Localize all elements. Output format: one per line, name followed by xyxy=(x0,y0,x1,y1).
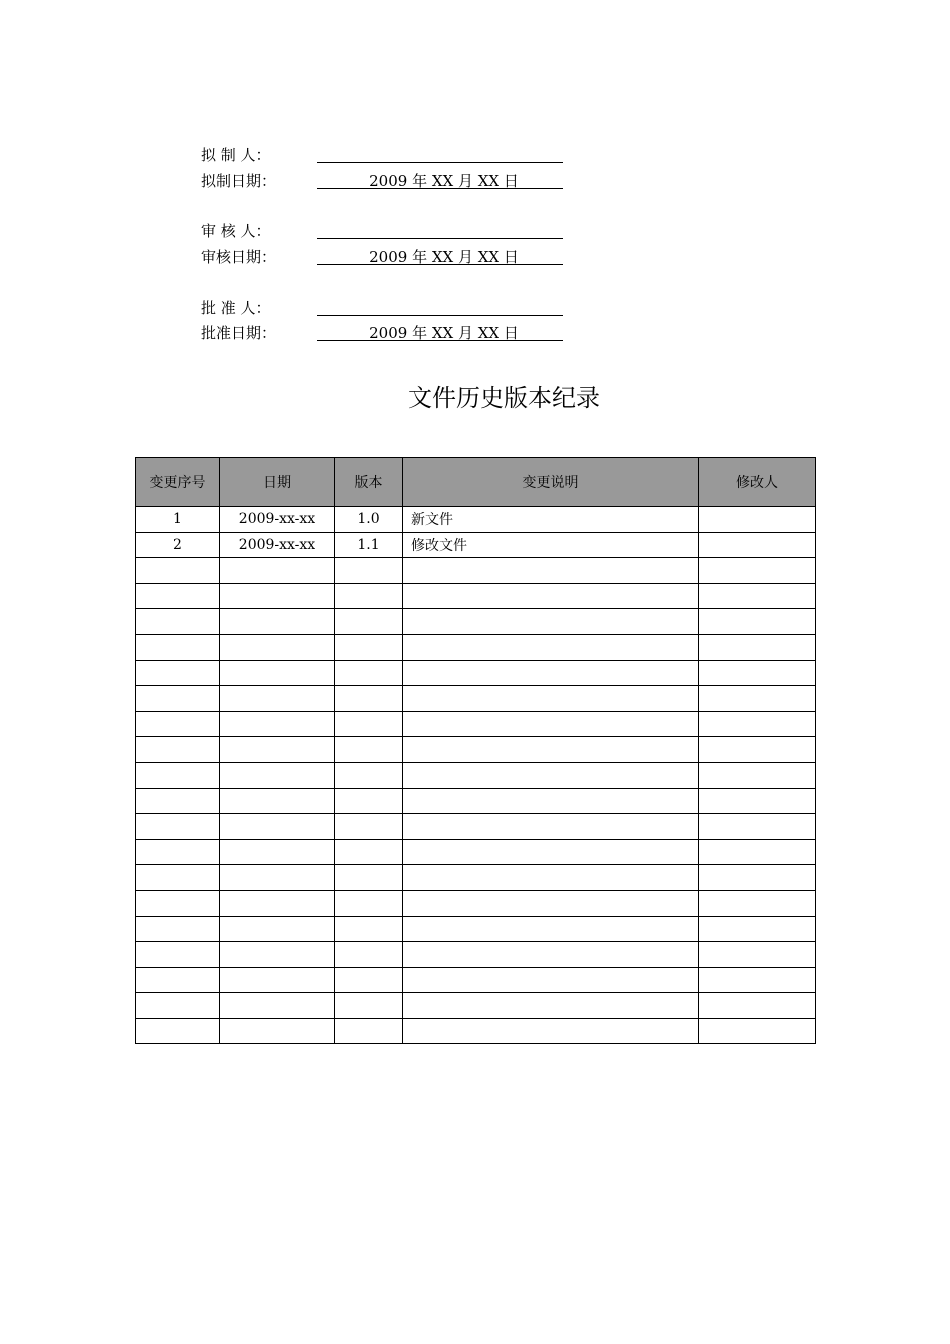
cell-change-no xyxy=(136,814,220,840)
cell-change-desc xyxy=(403,660,699,686)
drafter-line xyxy=(317,162,563,163)
cell-version xyxy=(335,558,403,584)
cell-modifier xyxy=(699,814,816,840)
cell-version xyxy=(335,788,403,814)
cell-modifier xyxy=(699,507,816,533)
cell-date xyxy=(220,865,335,891)
cell-modifier xyxy=(699,711,816,737)
table-row xyxy=(136,686,816,712)
table-row xyxy=(136,865,816,891)
cell-modifier xyxy=(699,993,816,1019)
cell-date xyxy=(220,916,335,942)
reviewer-label: 审 核 人： xyxy=(201,222,271,240)
cell-change-no xyxy=(136,737,220,763)
cell-change-no xyxy=(136,839,220,865)
cell-date xyxy=(220,942,335,968)
cell-change-desc xyxy=(403,865,699,891)
cell-modifier xyxy=(699,686,816,712)
cell-change-desc xyxy=(403,686,699,712)
cell-change-no xyxy=(136,967,220,993)
cell-change-desc xyxy=(403,1018,699,1044)
cell-version xyxy=(335,660,403,686)
cell-change-desc xyxy=(403,942,699,968)
version-history-table xyxy=(135,457,816,1044)
review-date-value: 2009 年 XX 月 XX 日 xyxy=(369,248,519,266)
review-date-row xyxy=(201,244,571,268)
cell-change-desc xyxy=(403,558,699,584)
cell-date xyxy=(220,686,335,712)
cell-change-no xyxy=(136,1018,220,1044)
approver-label: 批 准 人： xyxy=(201,299,271,317)
review-date-label: 审核日期： xyxy=(201,248,277,266)
cell-version xyxy=(335,865,403,891)
cell-modifier xyxy=(699,532,816,558)
cell-date xyxy=(220,634,335,660)
cell-change-desc xyxy=(403,788,699,814)
cell-date xyxy=(220,609,335,635)
cell-change-desc: 新文件 xyxy=(403,507,699,533)
cell-modifier xyxy=(699,865,816,891)
draft-date-value: 2009 年 XX 月 XX 日 xyxy=(369,172,519,190)
cell-modifier xyxy=(699,942,816,968)
cell-version xyxy=(335,686,403,712)
table-row xyxy=(136,558,816,584)
approver-row xyxy=(201,295,571,319)
cell-change-no: 1 xyxy=(136,507,220,533)
cell-version xyxy=(335,711,403,737)
draft-date-label: 拟制日期： xyxy=(201,172,277,190)
cell-version xyxy=(335,890,403,916)
cell-version: 1.0 xyxy=(335,507,403,533)
cell-change-desc xyxy=(403,839,699,865)
cell-change-no xyxy=(136,558,220,584)
cell-date xyxy=(220,814,335,840)
cell-change-desc xyxy=(403,583,699,609)
cell-modifier xyxy=(699,890,816,916)
cell-version xyxy=(335,762,403,788)
cell-modifier xyxy=(699,1018,816,1044)
cell-date xyxy=(220,660,335,686)
cell-version xyxy=(335,1018,403,1044)
cell-change-no xyxy=(136,942,220,968)
cell-date: 2009-xx-xx xyxy=(220,507,335,533)
table-row xyxy=(136,532,816,558)
cell-change-no xyxy=(136,890,220,916)
cell-date: 2009-xx-xx xyxy=(220,532,335,558)
cell-change-desc: 修改文件 xyxy=(403,532,699,558)
cell-modifier xyxy=(699,558,816,584)
header-change-desc: 变更说明 xyxy=(403,458,699,507)
table-row xyxy=(136,993,816,1019)
table-row xyxy=(136,814,816,840)
header-version: 版本 xyxy=(335,458,403,507)
cell-change-no xyxy=(136,583,220,609)
cell-date xyxy=(220,967,335,993)
document-title: 文件历史版本纪录 xyxy=(408,384,600,412)
review-date-line xyxy=(317,264,563,265)
cell-change-no xyxy=(136,788,220,814)
cell-version xyxy=(335,839,403,865)
approval-date-line xyxy=(317,340,563,341)
cell-change-no xyxy=(136,762,220,788)
table-row xyxy=(136,839,816,865)
table-row xyxy=(136,967,816,993)
table-body xyxy=(136,507,816,1044)
approval-date-label: 批准日期： xyxy=(201,324,277,342)
table-row xyxy=(136,916,816,942)
cell-version xyxy=(335,942,403,968)
cell-version xyxy=(335,967,403,993)
cell-change-desc xyxy=(403,737,699,763)
cell-date xyxy=(220,839,335,865)
draft-date-line xyxy=(317,188,563,189)
cell-version xyxy=(335,737,403,763)
cell-change-desc xyxy=(403,967,699,993)
approval-date-value: 2009 年 XX 月 XX 日 xyxy=(369,324,519,342)
cell-modifier xyxy=(699,916,816,942)
header-modifier: 修改人 xyxy=(699,458,816,507)
table-row xyxy=(136,942,816,968)
cell-change-desc xyxy=(403,890,699,916)
cell-change-desc xyxy=(403,711,699,737)
table-header-row xyxy=(136,458,816,507)
cell-change-desc xyxy=(403,762,699,788)
cell-modifier xyxy=(699,609,816,635)
table-row xyxy=(136,634,816,660)
table-row xyxy=(136,762,816,788)
approver-line xyxy=(317,315,563,316)
cell-modifier xyxy=(699,967,816,993)
drafter-label: 拟 制 人： xyxy=(201,146,271,164)
cell-version xyxy=(335,993,403,1019)
table-row xyxy=(136,1018,816,1044)
approval-date-row xyxy=(201,320,571,344)
table-row xyxy=(136,609,816,635)
cell-change-no xyxy=(136,916,220,942)
cell-change-no xyxy=(136,660,220,686)
table-row xyxy=(136,711,816,737)
cell-modifier xyxy=(699,788,816,814)
cell-date xyxy=(220,737,335,763)
cell-date xyxy=(220,558,335,584)
cell-date xyxy=(220,1018,335,1044)
cell-change-no xyxy=(136,634,220,660)
cell-modifier xyxy=(699,762,816,788)
table-row xyxy=(136,660,816,686)
cell-modifier xyxy=(699,737,816,763)
cell-date xyxy=(220,993,335,1019)
cell-date xyxy=(220,583,335,609)
draft-date-row xyxy=(201,168,571,192)
cell-version xyxy=(335,609,403,635)
cell-change-no: 2 xyxy=(136,532,220,558)
table-row xyxy=(136,890,816,916)
cell-date xyxy=(220,890,335,916)
cell-modifier xyxy=(699,839,816,865)
table-row xyxy=(136,737,816,763)
drafter-row xyxy=(201,142,571,166)
header-date: 日期 xyxy=(220,458,335,507)
cell-change-no xyxy=(136,686,220,712)
cell-modifier xyxy=(699,660,816,686)
table-row xyxy=(136,583,816,609)
table-row xyxy=(136,507,816,533)
reviewer-row xyxy=(201,218,571,242)
cell-version xyxy=(335,814,403,840)
cell-version xyxy=(335,583,403,609)
reviewer-line xyxy=(317,238,563,239)
cell-change-no xyxy=(136,711,220,737)
cell-change-desc xyxy=(403,814,699,840)
cell-version: 1.1 xyxy=(335,532,403,558)
cell-change-desc xyxy=(403,634,699,660)
cell-change-no xyxy=(136,865,220,891)
cell-version xyxy=(335,916,403,942)
cell-change-desc xyxy=(403,993,699,1019)
cell-modifier xyxy=(699,634,816,660)
cell-change-no xyxy=(136,993,220,1019)
cell-change-desc xyxy=(403,609,699,635)
cell-date xyxy=(220,711,335,737)
cell-change-no xyxy=(136,609,220,635)
table-row xyxy=(136,788,816,814)
header-change-no: 变更序号 xyxy=(136,458,220,507)
cell-modifier xyxy=(699,583,816,609)
cell-change-desc xyxy=(403,916,699,942)
cell-date xyxy=(220,762,335,788)
cell-date xyxy=(220,788,335,814)
cell-version xyxy=(335,634,403,660)
